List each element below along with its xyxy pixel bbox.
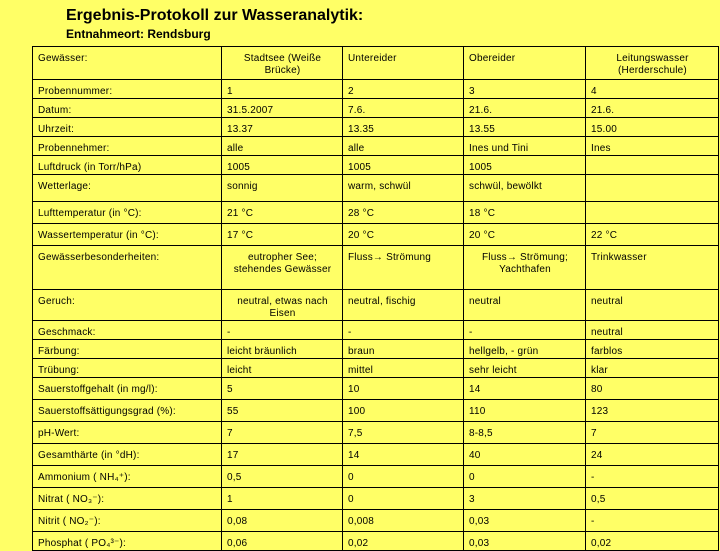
table-cell: 7,5: [343, 422, 464, 444]
table-cell: 0: [343, 488, 464, 510]
table-cell: 20 °C: [343, 224, 464, 246]
table-cell: alle: [343, 137, 464, 156]
table-cell: 1: [222, 80, 343, 99]
table-cell: 0,5: [586, 488, 719, 510]
table-cell: Stadtsee (Weiße Brücke): [222, 47, 343, 80]
table-cell: 17 °C: [222, 224, 343, 246]
table-cell: 28 °C: [343, 202, 464, 224]
row-label: Gewässer:: [33, 47, 222, 80]
table-cell: 100: [343, 400, 464, 422]
table-cell: Untereider: [343, 47, 464, 80]
table-cell: 0,02: [586, 532, 719, 551]
table-cell: 21.6.: [464, 99, 586, 118]
row-label: Trübung:: [33, 359, 222, 378]
table-cell: 0,5: [222, 466, 343, 488]
analysis-table-body: [33, 47, 719, 551]
table-row: [33, 47, 719, 80]
table-row: [33, 99, 719, 118]
table-cell: -: [586, 466, 719, 488]
table-cell: 3: [464, 488, 586, 510]
analysis-table: [32, 46, 719, 551]
table-row: [33, 118, 719, 137]
table-cell: 0,03: [464, 510, 586, 532]
table-cell: 7: [586, 422, 719, 444]
table-cell: warm, schwül: [343, 175, 464, 202]
table-cell: schwül, bewölkt: [464, 175, 586, 202]
table-cell: neutral: [586, 290, 719, 321]
table-cell: 2: [343, 80, 464, 99]
table-row: [33, 246, 719, 290]
table-cell: -: [586, 510, 719, 532]
table-cell: 3: [464, 80, 586, 99]
table-row: [33, 510, 719, 532]
table-cell: sonnig: [222, 175, 343, 202]
table-cell: 0: [343, 466, 464, 488]
table-cell: 0,02: [343, 532, 464, 551]
table-row: [33, 466, 719, 488]
table-cell: alle: [222, 137, 343, 156]
table-cell: 15.00: [586, 118, 719, 137]
table-row: [33, 378, 719, 400]
page-title: Ergebnis-Protokoll zur Wasseranalytik:: [66, 7, 364, 24]
table-cell: 14: [343, 444, 464, 466]
page-subtitle: Entnahmeort: Rendsburg: [66, 27, 211, 41]
table-cell: hellgelb, - grün: [464, 340, 586, 359]
table-cell: 40: [464, 444, 586, 466]
table-cell: [586, 202, 719, 224]
table-cell: 10: [343, 378, 464, 400]
table-cell: klar: [586, 359, 719, 378]
row-label: Phosphat ( PO₄³⁻):: [33, 532, 222, 551]
table-cell: -: [222, 321, 343, 340]
row-label: Wassertemperatur (in °C):: [33, 224, 222, 246]
table-cell: 123: [586, 400, 719, 422]
table-cell: 80: [586, 378, 719, 400]
table-cell: Fluss→ Strömung: [343, 246, 464, 290]
table-row: [33, 156, 719, 175]
table-row: [33, 224, 719, 246]
table-cell: 0,06: [222, 532, 343, 551]
row-label: Gesamthärte (in °dH):: [33, 444, 222, 466]
row-label: Nitrat ( NO₃⁻):: [33, 488, 222, 510]
table-cell: 14: [464, 378, 586, 400]
table-row: [33, 532, 719, 551]
table-cell: 20 °C: [464, 224, 586, 246]
table-row: [33, 175, 719, 202]
row-label: Geschmack:: [33, 321, 222, 340]
table-cell: 7.6.: [343, 99, 464, 118]
table-cell: 1005: [222, 156, 343, 175]
table-cell: braun: [343, 340, 464, 359]
table-cell: leicht bräunlich: [222, 340, 343, 359]
table-cell: neutral: [464, 290, 586, 321]
table-cell: neutral, etwas nach Eisen: [222, 290, 343, 321]
table-cell: 13.37: [222, 118, 343, 137]
table-cell: Trinkwasser: [586, 246, 719, 290]
table-cell: 0,008: [343, 510, 464, 532]
table-cell: [586, 175, 719, 202]
table-cell: 1005: [343, 156, 464, 175]
table-cell: farblos: [586, 340, 719, 359]
table-cell: eutropher See; stehendes Gewässer: [222, 246, 343, 290]
table-cell: leicht: [222, 359, 343, 378]
row-label: Probennummer:: [33, 80, 222, 99]
row-label: Färbung:: [33, 340, 222, 359]
table-cell: neutral: [586, 321, 719, 340]
table-cell: sehr leicht: [464, 359, 586, 378]
row-label: Ammonium ( NH₄⁺):: [33, 466, 222, 488]
table-cell: 0,08: [222, 510, 343, 532]
table-row: [33, 137, 719, 156]
table-cell: Obereider: [464, 47, 586, 80]
row-label: Sauerstoffsättigungsgrad (%):: [33, 400, 222, 422]
row-label: Nitrit ( NO₂⁻):: [33, 510, 222, 532]
table-cell: [586, 156, 719, 175]
table-cell: neutral, fischig: [343, 290, 464, 321]
table-cell: 4: [586, 80, 719, 99]
table-cell: 1: [222, 488, 343, 510]
table-row: [33, 488, 719, 510]
table-cell: 21 °C: [222, 202, 343, 224]
row-label: Sauerstoffgehalt (in mg/l):: [33, 378, 222, 400]
table-cell: 13.55: [464, 118, 586, 137]
table-cell: 0,03: [464, 532, 586, 551]
table-cell: -: [464, 321, 586, 340]
row-label: Geruch:: [33, 290, 222, 321]
table-cell: 8-8,5: [464, 422, 586, 444]
table-cell: -: [343, 321, 464, 340]
table-row: [33, 400, 719, 422]
table-cell: 18 °C: [464, 202, 586, 224]
table-cell: 17: [222, 444, 343, 466]
table-cell: Ines: [586, 137, 719, 156]
table-cell: 22 °C: [586, 224, 719, 246]
table-cell: 55: [222, 400, 343, 422]
table-cell: 21.6.: [586, 99, 719, 118]
row-label: Luftdruck (in Torr/hPa): [33, 156, 222, 175]
table-cell: 5: [222, 378, 343, 400]
table-cell: 13.35: [343, 118, 464, 137]
table-row: [33, 340, 719, 359]
table-cell: Ines und Tini: [464, 137, 586, 156]
row-label: Probennehmer:: [33, 137, 222, 156]
table-row: [33, 202, 719, 224]
table-cell: 24: [586, 444, 719, 466]
table-row: [33, 444, 719, 466]
table-row: [33, 290, 719, 321]
table-row: [33, 359, 719, 378]
table-row: [33, 80, 719, 99]
row-label: Wetterlage:: [33, 175, 222, 202]
table-row: [33, 422, 719, 444]
table-cell: Leitungswasser (Herderschule): [586, 47, 719, 80]
table-cell: mittel: [343, 359, 464, 378]
table-cell: 7: [222, 422, 343, 444]
row-label: Lufttemperatur (in °C):: [33, 202, 222, 224]
row-label: Datum:: [33, 99, 222, 118]
table-cell: 110: [464, 400, 586, 422]
row-label: Uhrzeit:: [33, 118, 222, 137]
table-cell: 0: [464, 466, 586, 488]
table-row: [33, 321, 719, 340]
table-cell: 31.5.2007: [222, 99, 343, 118]
row-label: Gewässerbesonderheiten:: [33, 246, 222, 290]
table-cell: 1005: [464, 156, 586, 175]
table-cell: Fluss→ Strömung; Yachthafen: [464, 246, 586, 290]
row-label: pH-Wert:: [33, 422, 222, 444]
